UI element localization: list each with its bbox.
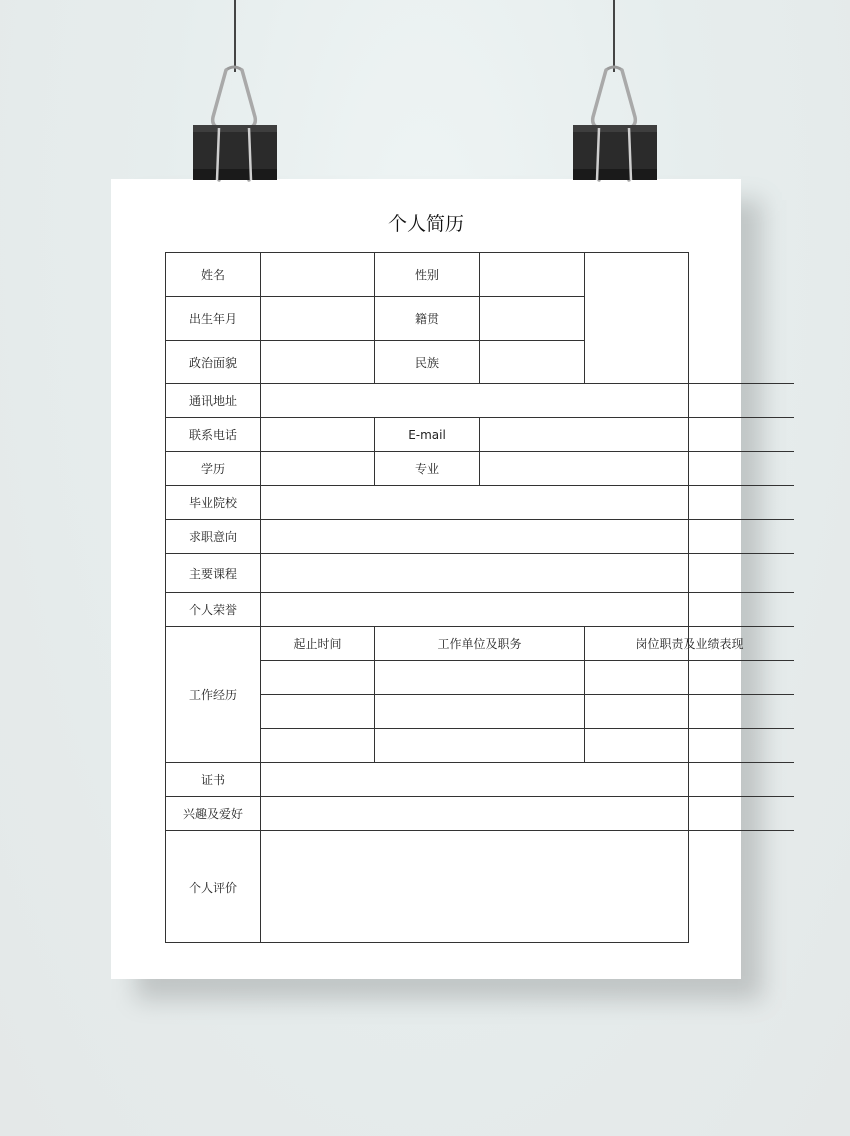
education-label: 学历 (166, 452, 261, 486)
work-experience-label: 工作经历 (166, 627, 261, 763)
birth-value-cell[interactable] (261, 297, 375, 341)
photo-cell[interactable] (585, 253, 794, 384)
ethnicity-label: 民族 (375, 341, 480, 384)
work-duties-cell[interactable] (585, 729, 794, 763)
email-value-cell[interactable] (480, 418, 794, 452)
job-intention-value-cell[interactable] (261, 520, 794, 554)
right-binder-clip-icon (565, 62, 665, 186)
phone-label: 联系电话 (166, 418, 261, 452)
native-place-value-cell[interactable] (480, 297, 585, 341)
name-label: 姓名 (166, 253, 261, 297)
certificates-label: 证书 (166, 763, 261, 797)
certificates-value-cell[interactable] (261, 763, 794, 797)
school-label: 毕业院校 (166, 486, 261, 520)
major-value-cell[interactable] (480, 452, 794, 486)
work-period-cell[interactable] (261, 729, 375, 763)
phone-value-cell[interactable] (261, 418, 375, 452)
hobbies-label: 兴趣及爱好 (166, 797, 261, 831)
work-duties-cell[interactable] (585, 695, 794, 729)
work-employer-cell[interactable] (375, 661, 585, 695)
resume-title: 个人简历 (387, 213, 464, 235)
political-status-label: 政治面貌 (166, 341, 261, 384)
main-courses-value-cell[interactable] (261, 554, 794, 593)
hobbies-value-cell[interactable] (261, 797, 794, 831)
birth-label: 出生年月 (166, 297, 261, 341)
work-period-cell[interactable] (261, 695, 375, 729)
political-status-value-cell[interactable] (261, 341, 375, 384)
gender-label: 性别 (375, 253, 480, 297)
job-intention-label: 求职意向 (166, 520, 261, 554)
self-evaluation-label: 个人评价 (166, 831, 261, 943)
left-binder-clip-icon (185, 62, 285, 186)
honors-value-cell[interactable] (261, 593, 794, 627)
work-period-cell[interactable] (261, 661, 375, 695)
major-label: 专业 (375, 452, 480, 486)
ethnicity-value-cell[interactable] (480, 341, 585, 384)
work-duties-cell[interactable] (585, 661, 794, 695)
resume-form-table (165, 252, 744, 943)
education-value-cell[interactable] (261, 452, 375, 486)
name-value-cell[interactable] (261, 253, 375, 297)
address-value-cell[interactable] (261, 384, 794, 418)
main-courses-label: 主要课程 (166, 554, 261, 593)
work-employer-cell[interactable] (375, 695, 585, 729)
self-evaluation-value-cell[interactable] (261, 831, 794, 943)
honors-label: 个人荣誉 (166, 593, 261, 627)
gender-value-cell[interactable] (480, 253, 585, 297)
work-col-employer-position: 工作单位及职务 (375, 627, 585, 661)
school-value-cell[interactable] (261, 486, 794, 520)
work-col-period: 起止时间 (261, 627, 375, 661)
work-col-duties-performance: 岗位职责及业绩表现 (585, 627, 794, 661)
address-label: 通讯地址 (166, 384, 261, 418)
native-place-label: 籍贯 (375, 297, 480, 341)
work-employer-cell[interactable] (375, 729, 585, 763)
email-label: E-mail (375, 418, 480, 452)
